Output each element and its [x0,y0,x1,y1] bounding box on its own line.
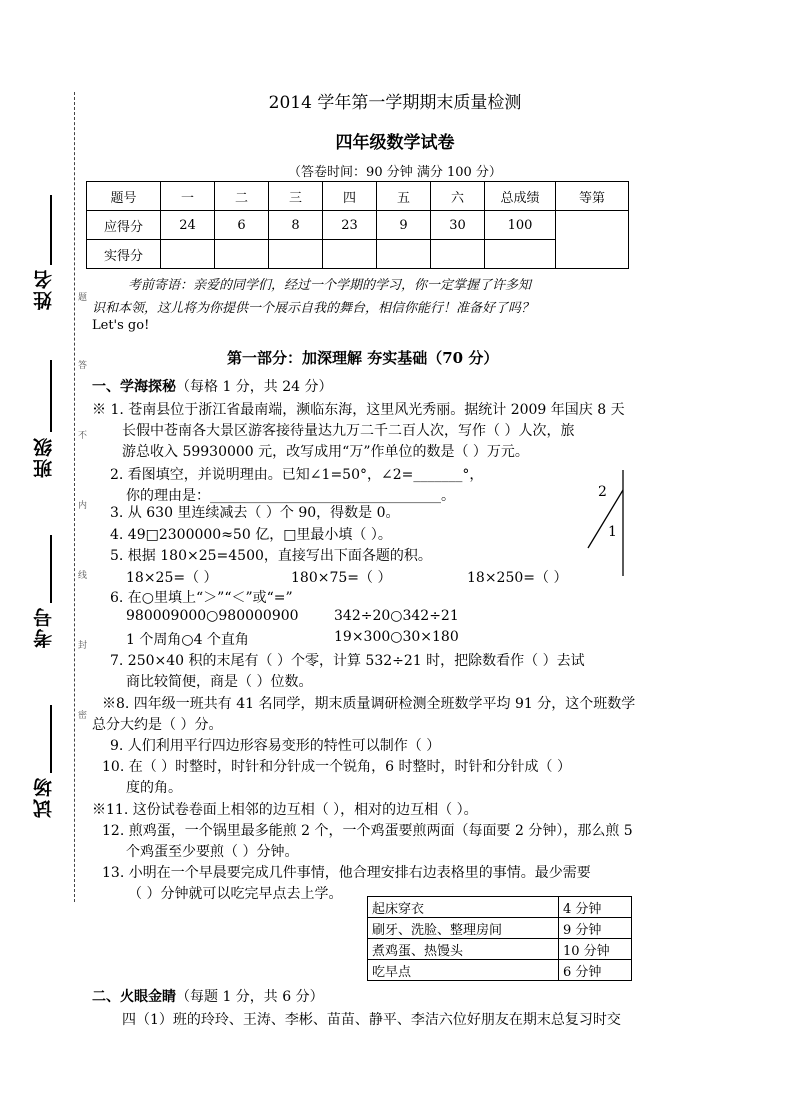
part1-title: 第一部分：加深理解 夯实基础（70 分） [227,349,499,367]
exam-time-info: （答卷时间：90 分钟 满分 100 分） [288,165,502,180]
points-cell: 23 [323,211,377,240]
actual-score-cell[interactable] [431,240,485,269]
points-cell: 24 [161,211,215,240]
exam-subtitle: 四年级数学试卷 [335,133,455,153]
intro-line: 考前寄语：亲爱的同学们，经过一个学期的学习，你一定掌握了许多知 [128,278,532,293]
number-label: 考号 [33,606,55,648]
question-5: 5. 根据 180×25=4500，直接写出下面各题的积。 [110,548,432,564]
question-13: 13. 小明在一个早晨要完成几件事情，他合理安排右边表格里的事情。最少需要 [102,865,591,881]
angle-1-label: 1 [608,524,617,540]
seal-dashed-line [74,92,75,902]
score-table-row-header: 实得分 [87,240,161,269]
class-label: 班级 [33,436,55,478]
actual-score-cell[interactable] [485,240,556,269]
points-cell: 6 [215,211,269,240]
section1-heading [92,376,333,396]
table-row [368,960,632,981]
name-fill-line[interactable] [50,195,52,265]
seal-char: 答 [78,361,88,371]
number-fill-line[interactable] [50,535,52,603]
table-row [368,939,632,960]
seal-char: 内 [78,501,88,511]
question-1: ※ 1. 苍南县位于浙江省最南端，濒临东海，这里风光秀丽。据统计 2009 年国庆 8 天 [92,402,625,418]
section2-heading [92,986,324,1006]
question-6-d: 19×300○30×180 [334,629,459,645]
score-table-column: 一 [161,182,215,211]
question-3: 3. 从 630 里连续减去（ ）个 90，得数是 0。 [110,505,400,521]
question-6: 6. 在○里填上“＞”“＜”或“=” [110,590,293,606]
question-10: 10. 在（ ）时整时，时针和分针成一个锐角，6 时整时，时针和分针成（ ） [102,759,571,775]
actual-score-cell[interactable] [215,240,269,269]
table-row [368,897,632,918]
seal-char: 题 [78,293,88,303]
points-cell: 100 [485,211,556,240]
class-fill-line[interactable] [50,360,52,432]
score-table-column: 六 [431,182,485,211]
seal-char: 封 [78,641,88,651]
section2-text: 四（1）班的玲玲、王涛、李彬、苗苗、静平、李洁六位好朋友在期末总复习时交 [122,1012,621,1028]
actual-score-cell[interactable] [323,240,377,269]
task-cell: 煮鸡蛋、热馒头 [368,939,559,960]
score-table-column: 五 [377,182,431,211]
question-8: 总分大约是（ ）分。 [92,717,223,733]
question-8: ※8. 四年级一班共有 41 名同学，期末质量调研检测全班数学平均 91 分，这个班数学 [102,696,636,712]
seal-char: 线 [78,571,88,581]
score-table-column: 二 [215,182,269,211]
question-6-b: 342÷20○342÷21 [334,608,459,624]
actual-score-cell[interactable] [269,240,323,269]
seal-char: 不 [78,431,88,441]
question-4: 4. 49□2300000≈50 亿，□里最小填（ ）。 [110,527,392,543]
question-5-b: 180×75=（ ） [291,570,392,586]
question-13: （ ）分钟就可以吃完早点去上学。 [128,886,343,902]
question-12: 12. 煎鸡蛋，一个锅里最多能煎 2 个，一个鸡蛋要煎两面（每面要 2 分钟），那么煎 5 [102,823,633,839]
score-table-column: 四 [323,182,377,211]
question-11: ※11. 这份试卷卷面上相邻的边互相（ ），相对的边互相（ ）。 [92,802,478,818]
score-table-row-header: 题号 [87,182,161,211]
score-table-column: 总成绩 [485,182,556,211]
section2-title: 二、火眼金睛 [92,989,176,1005]
question-9: 9. 人们利用平行四边形容易变形的特性可以制作（ ） [110,738,441,754]
grade-input-cell[interactable] [556,211,629,269]
time-cell: 4 分钟 [559,897,632,918]
name-label: 姓名 [33,268,55,310]
score-table-column: 三 [269,182,323,211]
question-1: 游总收入 59930000 元，改写成用“万”作单位的数是（ ）万元。 [122,444,529,460]
question-5-a: 18×25=（ ） [126,570,218,586]
section1-title: 一、学海探秘 [92,379,176,395]
question-6-a: 980009000○980000900 [126,608,299,624]
task-cell: 刷牙、洗脸、整理房间 [368,918,559,939]
section2-score: （每题 1 分，共 6 分） [176,989,324,1005]
time-cell: 10 分钟 [559,939,632,960]
seal-char: 密 [78,711,88,721]
room-fill-line[interactable] [50,705,52,773]
question-7: 商比较简便，商是（ ）位数。 [126,674,313,690]
actual-score-cell[interactable] [377,240,431,269]
question-10: 度的角。 [126,780,182,796]
score-table [86,181,629,269]
question-2: 你的理由是：_________________________________。 [126,488,455,504]
points-cell: 30 [431,211,485,240]
room-label: 试场 [33,776,55,818]
question-7: 7. 250×40 积的末尾有（ ）个零，计算 532÷21 时，把除数看作（ ）去试 [110,653,585,669]
time-cell: 9 分钟 [559,918,632,939]
exam-title: 2014 学年第一学期期末质量检测 [268,93,522,113]
morning-tasks-table [367,896,632,981]
intro-line: Let's go! [92,318,150,333]
question-1: 长假中苍南各大景区游客接待量达九万二千二百人次，写作（ ）人次，旅 [122,423,575,439]
actual-score-cell[interactable] [161,240,215,269]
section1-score: （每格 1 分，共 24 分） [176,379,333,395]
grade-header: 等第 [556,182,629,211]
points-cell: 8 [269,211,323,240]
table-row [368,918,632,939]
time-cell: 6 分钟 [559,960,632,981]
score-table-header-row [87,182,629,211]
question-12: 个鸡蛋至少要煎（ ）分钟。 [126,844,299,860]
question-5-c: 18×250=（ ） [467,570,568,586]
question-6-c: 1 个周角○4 个直角 [126,632,249,648]
task-cell: 起床穿衣 [368,897,559,918]
points-cell: 9 [377,211,431,240]
intro-line: 识和本领，这儿将为你提供一个展示自我的舞台，相信你能行！准备好了吗？ [92,301,535,316]
score-table-points-row [87,211,629,240]
task-cell: 吃早点 [368,960,559,981]
question-2: 2. 看图填空，并说明理由。已知∠1=50°，∠2=_______°， [110,467,484,483]
angle-2-label: 2 [598,484,607,500]
score-table-actual-row [87,240,629,269]
score-table-row-header: 应得分 [87,211,161,240]
